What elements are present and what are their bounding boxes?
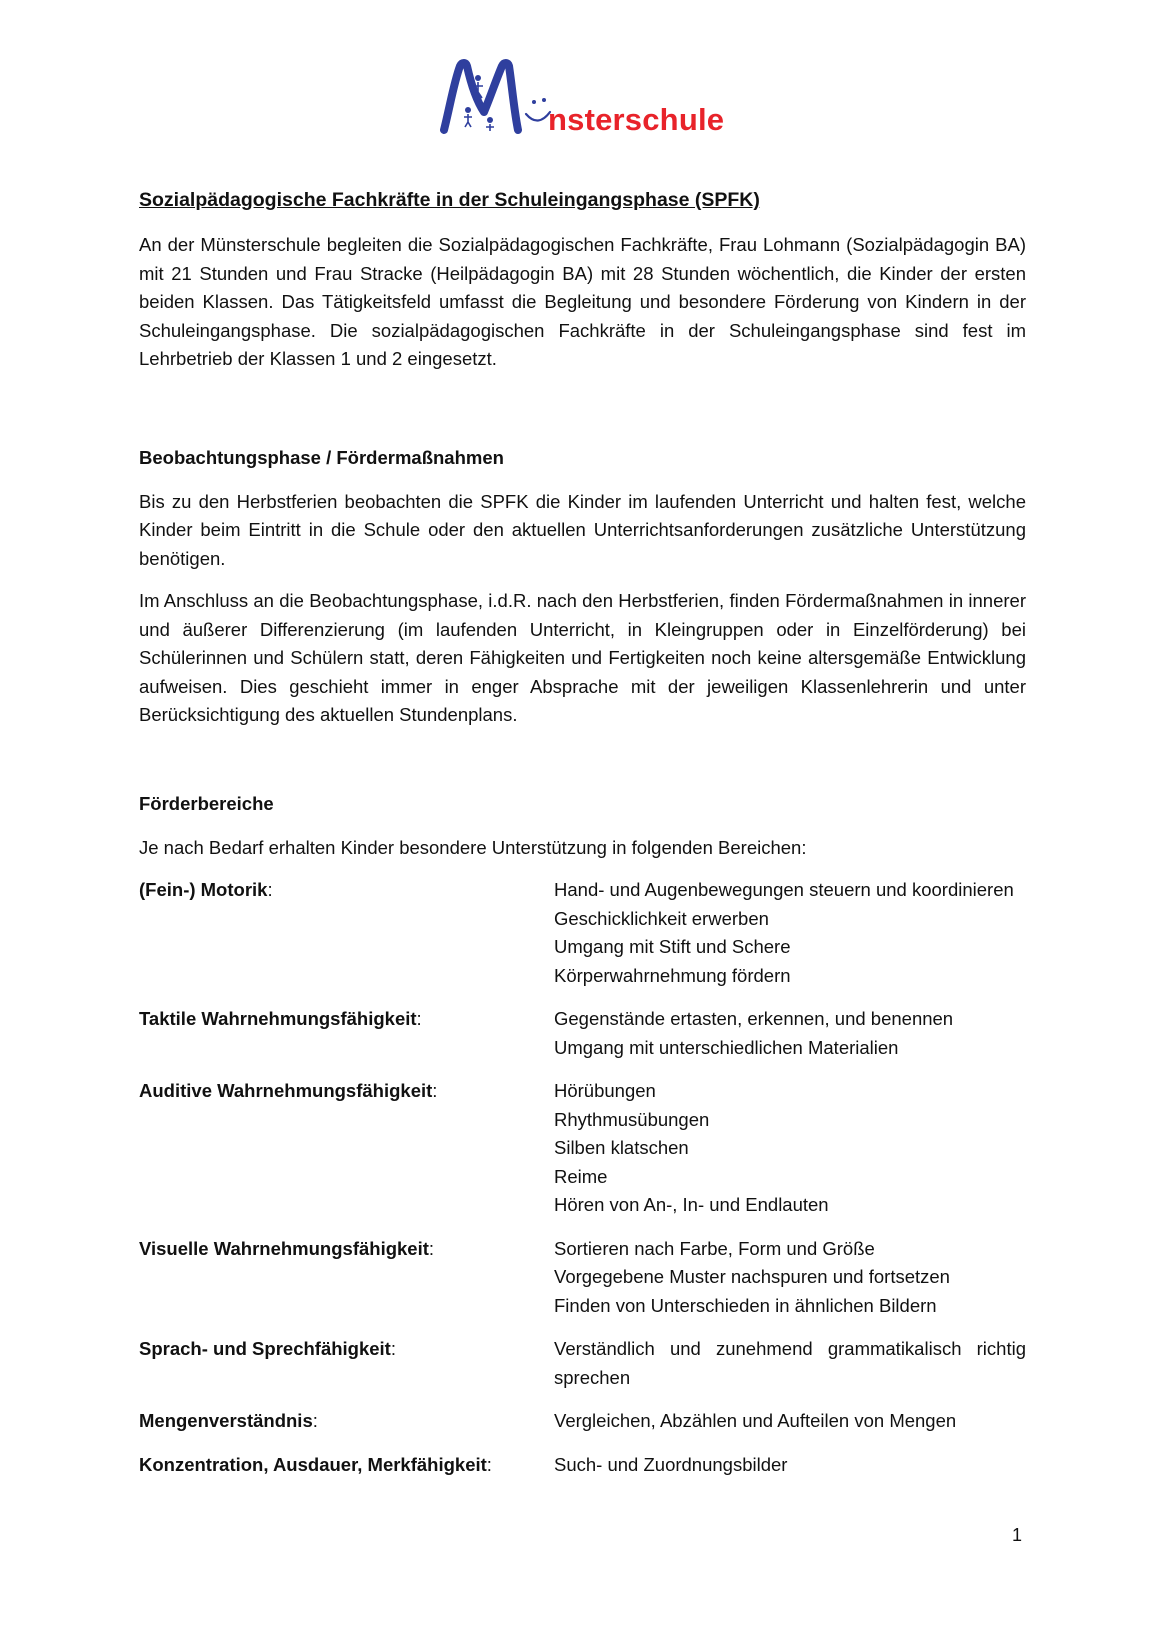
support-area-label-cell: Sprach- und Sprechfähigkeit: [139,1338,396,1359]
support-area-item: Hand- und Augenbewegungen steuern und koordinieren [554,879,1014,900]
observation-paragraph-2: Im Anschluss an die Beobachtungsphase, i.d.R. nach den Herbstferien, finden Fördermaßnahmen in innerer und äußerer Differenzierung (im laufenden Unterricht, in Kleingruppen oder in Einzelförderung) bei Schülerinnen und Schülern statt, deren Fähigkeiten und Fertigkeiten noch keine altersgemäße Entwicklung aufweisen. Dies geschieht immer in enger Absprache mit der jeweiligen Klassenlehrerin und unter Berücksichtigung des aktuellen Stundenplans. [139,590,1026,725]
support-area-label-cell: Auditive Wahrnehmungsfähigkeit: [139,1080,438,1101]
support-area-label-cell: Mengenverständnis: [139,1410,318,1431]
support-area-label: Sprach- und Sprechfähigkeit [139,1338,391,1359]
section-heading-observation: Beobachtungsphase / Fördermaßnahmen [139,446,504,468]
support-area-row [139,876,1026,1005]
support-area-item: Such- und Zuordnungsbilder [554,1453,788,1475]
logo-m-icon [440,58,560,148]
support-area-item: Sortieren nach Farbe, Form und Größe [554,1237,875,1259]
support-area-items-cell [554,876,1026,1005]
support-area-row [139,1335,1026,1407]
support-area-item: Vorgegebene Muster nachspuren und fortsetzen [554,1266,950,1287]
support-area-item: Hören von An-, In- und Endlauten [554,1194,829,1215]
support-area-items-cell [554,1451,1026,1495]
support-area-item: Reime [554,1165,608,1187]
support-area-label: Taktile Wahrnehmungsfähigkeit [139,1008,417,1029]
support-area-item: Umgang mit unterschiedlichen Materialien [554,1036,899,1058]
page-number: 1 [1012,1525,1023,1545]
support-area-row [139,1451,1026,1495]
support-area-label-cell: Konzentration, Ausdauer, Merkfähigkeit: [139,1453,492,1475]
support-area-items-cell [554,1005,1026,1077]
support-area-item: Silben klatschen [554,1137,689,1158]
support-area-items-cell [554,1235,1026,1336]
support-area-item: Umgang mit Stift und Schere [554,936,791,957]
document-body [139,186,1026,1494]
support-area-item: Vergleichen, Abzählen und Aufteilen von Mengen [554,1410,957,1431]
support-area-row [139,1005,1026,1077]
support-area-label: Mengenverständnis [139,1410,313,1431]
intro-paragraph: An der Münsterschule begleiten die Sozialpädagogischen Fachkräfte, Frau Lohmann (Sozialpädagogin BA) mit 21 Stunden und Frau Stracke (Heilpädagogin BA) mit 28 Stunden wöchentlich, die Kinder der ersten beiden Klassen. Das Tätigkeitsfeld umfasst die Begleitung und besondere Förderung von Kindern in der Schuleingangsphase. Die sozialpädagogischen Fachkräfte in der Schuleingangsphase sind fest im Lehrbetrieb der Klassen 1 und 2 eingesetzt. [139,234,1026,369]
support-area-items-cell [554,1407,1026,1451]
support-areas-table [139,876,1026,1494]
support-area-item: Körperwahrnehmung fördern [554,964,791,986]
support-area-label-cell: (Fein-) Motorik: [139,879,273,900]
support-area-row [139,1077,1026,1235]
support-area-item: Geschicklichkeit erwerben [554,907,769,929]
school-logo [440,58,740,148]
support-area-row [139,1407,1026,1451]
logo-text: nsterschule [548,102,725,137]
observation-paragraph-1: Bis zu den Herbstferien beobachten die SPFK die Kinder im laufenden Unterricht und halten fest, welche Kinder beim Eintritt in die Schule oder den aktuellen Unterrichtsanforderungen zusätzliche Unterstützung benötigen. [139,490,1026,569]
support-area-label-cell: Taktile Wahrnehmungsfähigkeit: [139,1008,422,1029]
support-area-item: Verständlich und zunehmend grammatikalisch richtig sprechen [554,1338,1026,1388]
support-area-label: Auditive Wahrnehmungsfähigkeit [139,1080,433,1101]
support-area-label: Visuelle Wahrnehmungsfähigkeit [139,1237,429,1259]
support-area-items-cell [554,1335,1026,1407]
support-area-item: Hörübungen [554,1080,656,1101]
support-areas-intro: Je nach Bedarf erhalten Kinder besondere Unterstützung in folgenden Bereichen: [139,836,807,858]
support-area-label-cell: Visuelle Wahrnehmungsfähigkeit: [139,1237,435,1259]
support-area-item: Finden von Unterschieden in ähnlichen Bildern [554,1294,937,1316]
support-area-item: Gegenstände ertasten, erkennen, und benennen [554,1008,954,1029]
support-area-label: Konzentration, Ausdauer, Merkfähigkeit [139,1453,487,1475]
support-area-items-cell [554,1077,1026,1235]
support-area-item: Rhythmusübungen [554,1108,710,1130]
support-area-row [139,1235,1026,1336]
document-title: Sozialpädagogische Fachkräfte in der Schuleingangsphase (SPFK) [139,189,760,211]
support-area-label: (Fein-) Motorik [139,879,268,900]
section-heading-support-areas: Förderbereiche [139,792,274,814]
